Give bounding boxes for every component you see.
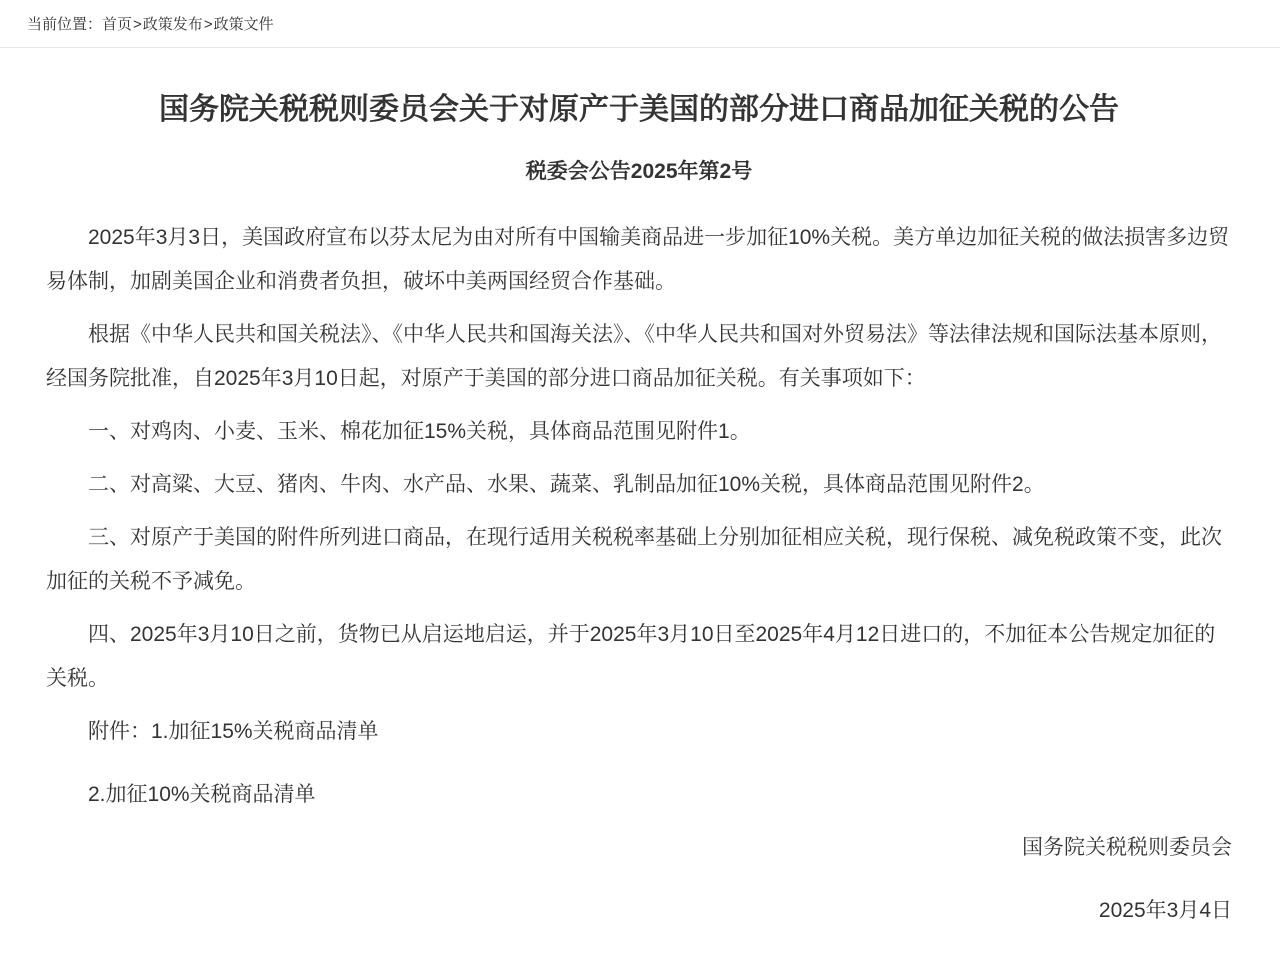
breadcrumb-link-policy-release[interactable]: 政策发布: [142, 16, 203, 33]
doc-number: 税委会公告2025年第2号: [525, 160, 753, 183]
attachment-line-2[interactable]: 2.加征10%关税商品清单: [88, 783, 316, 806]
breadcrumb: [0, 0, 1280, 48]
item-2-tariff-10-percent: 二、对高粱、大豆、猪肉、牛肉、水产品、水果、蔬菜、乳制品加征10%关税，具体商品范围见附件2。: [88, 473, 1045, 496]
breadcrumb-separator: >: [133, 16, 142, 33]
issue-date: 2025年3月4日: [1098, 899, 1232, 922]
item-4-transition-period: 四、2025年3月10日之前，货物已从启运地启运，并于2025年3月10日至2025年4月12日进口的，不加征本公告规定加征的关税。: [46, 623, 1216, 690]
issuer-signature: 国务院关税税则委员会: [1022, 836, 1232, 859]
attachment-line-1[interactable]: 附件：1.加征15%关税商品清单: [88, 720, 379, 743]
breadcrumb-link-home[interactable]: 首页: [102, 16, 133, 33]
document-body: [0, 89, 1280, 966]
paragraph-background: 2025年3月3日，美国政府宣布以芬太尼为由对所有中国输美商品进一步加征10%关税。美方单边加征关税的做法损害多边贸易体制，加剧美国企业和消费者负担，破坏中美两国经贸合作基础。: [46, 226, 1230, 293]
announcement-text: [46, 216, 1232, 933]
paragraph-legal-basis: 根据《中华人民共和国关税法》、《中华人民共和国海关法》、《中华人民共和国对外贸易法》等法律法规和国际法基本原则，经国务院批准，自2025年3月10日起，对原产于美国的部分进口商品加征关税。有关事项如下：: [46, 323, 1222, 390]
breadcrumb-separator: >: [203, 16, 213, 33]
page-title: 国务院关税税则委员会关于对原产于美国的部分进口商品加征关税的公告: [159, 93, 1119, 126]
breadcrumb-link-policy-documents[interactable]: 政策文件: [213, 16, 274, 33]
item-3-no-reduction: 三、对原产于美国的附件所列进口商品，在现行适用关税税率基础上分别加征相应关税，现行保税、减免税政策不变，此次加征的关税不予减免。: [46, 526, 1222, 593]
breadcrumb-label: 当前位置：: [27, 16, 103, 33]
item-1-tariff-15-percent: 一、对鸡肉、小麦、玉米、棉花加征15%关税，具体商品范围见附件1。: [88, 420, 751, 443]
